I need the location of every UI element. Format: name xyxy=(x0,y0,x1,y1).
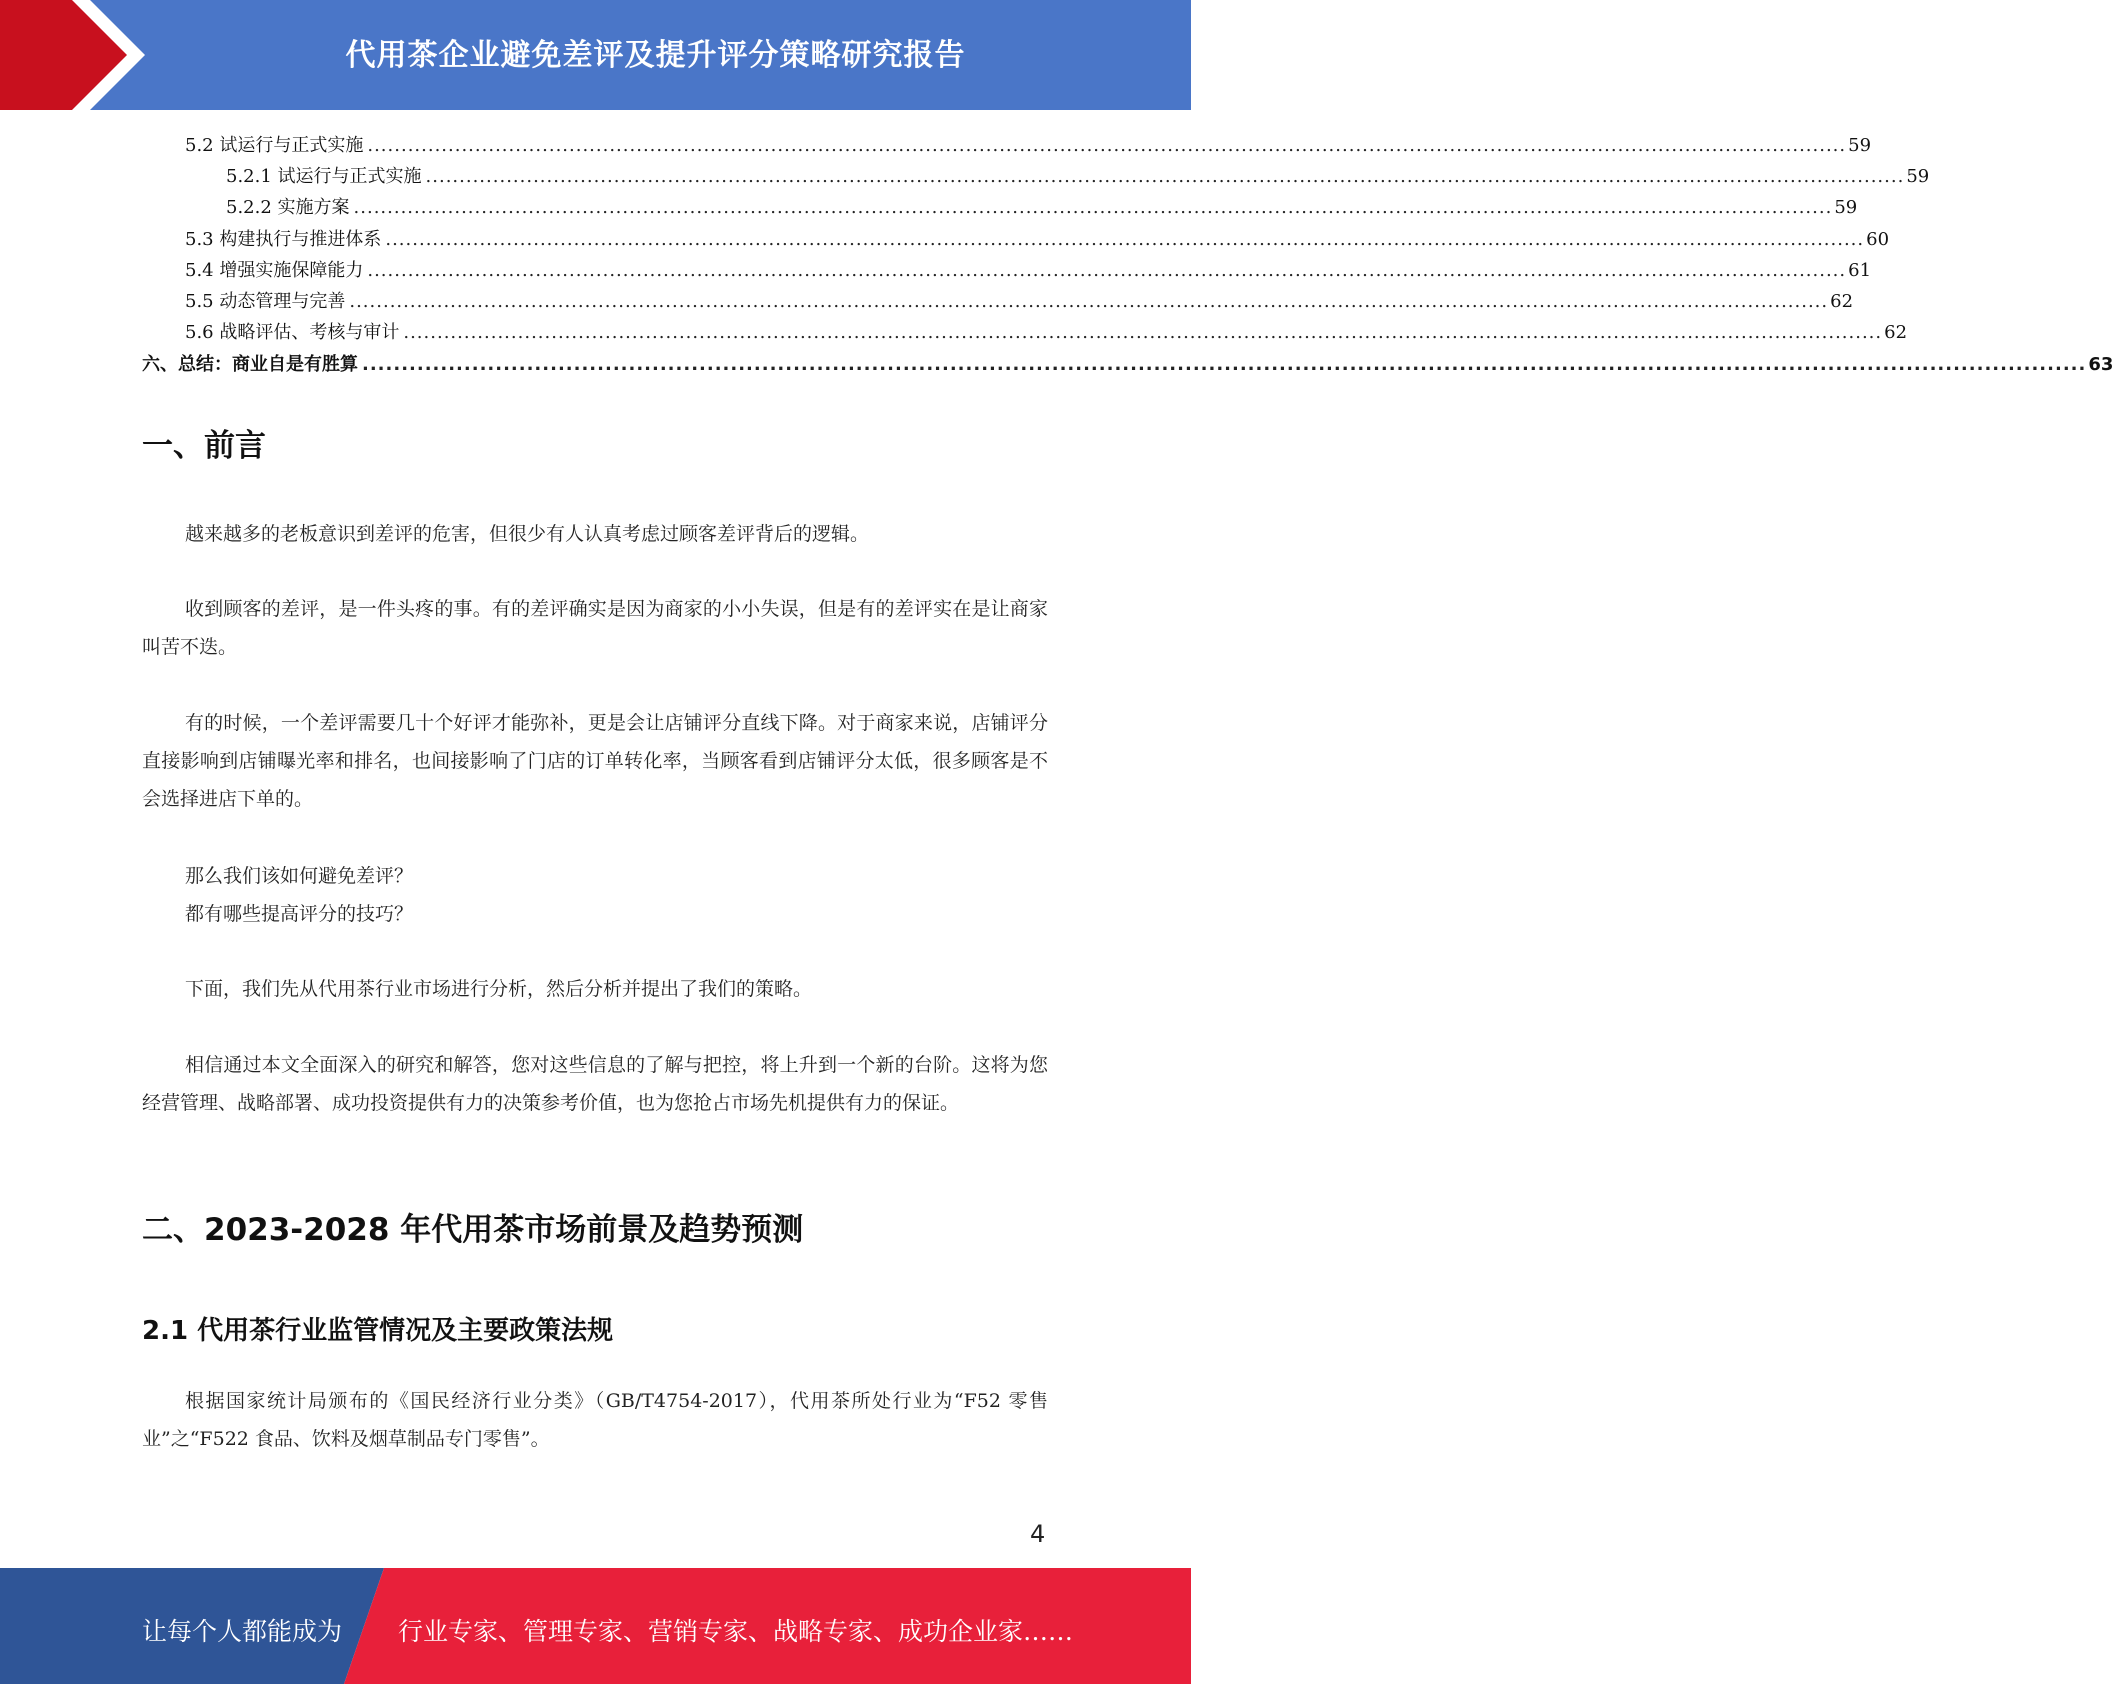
toc-leader-dots: ............................................................................................................................................................................................................................ xyxy=(367,259,1847,281)
toc-entry-label: 5.6 战略评估、考核与审计 xyxy=(185,324,403,342)
toc-entry-label: 5.5 动态管理与完善 xyxy=(185,293,349,311)
header-title: 代用茶企业避免差评及提升评分策略研究报告 xyxy=(345,38,966,73)
section-heading-market-outlook: 二、2023-2028 年代用茶市场前景及趋势预测 xyxy=(142,1212,804,1248)
toc-entry[interactable] xyxy=(142,349,2113,380)
toc-entry-page: 59 xyxy=(1834,197,1858,219)
toc-entry-label: 5.2.2 实施方案 xyxy=(226,199,354,217)
toc-entry[interactable] xyxy=(142,318,1908,349)
toc-entry-page: 61 xyxy=(1848,259,1872,281)
toc-entry-label: 六、总结：商业自是有胜算 xyxy=(142,356,362,374)
subsection-heading: 2.1 代用茶行业监管情况及主要政策法规 xyxy=(142,1316,614,1346)
question-line: 都有哪些提高评分的技巧？ xyxy=(185,903,414,925)
toc-leader-dots: ............................................................................................................................................................................................................................ xyxy=(403,322,1883,344)
paragraph: 下面，我们先从代用茶行业市场进行分析，然后分析并提出了我们的策略。 xyxy=(185,978,813,1000)
header-chevron-decoration xyxy=(0,0,150,110)
toc-entry[interactable] xyxy=(142,161,1930,192)
toc-leader-dots: ............................................................................................................................................................................................................................ xyxy=(385,228,1865,250)
question-line: 那么我们该如何避免差评？ xyxy=(185,865,414,887)
toc-entry-page: 62 xyxy=(1884,322,1908,344)
toc-leader-dots: ............................................................................................................................................................................................................................ xyxy=(367,134,1847,156)
toc-entry-page: 59 xyxy=(1848,134,1872,156)
page-number: 4 xyxy=(1030,1520,1046,1548)
toc-entry-label: 5.2 试运行与正式实施 xyxy=(185,137,367,155)
page-header xyxy=(0,0,1191,110)
toc-entry[interactable] xyxy=(142,224,1890,255)
toc-entry-page: 63 xyxy=(2088,353,2113,375)
toc-entry-label: 5.2.1 试运行与正式实施 xyxy=(226,168,426,186)
toc-entry[interactable] xyxy=(142,130,1872,161)
toc-entry-page: 59 xyxy=(1906,165,1930,187)
toc-entry-page: 62 xyxy=(1830,291,1854,313)
toc-leader-dots: ............................................................................................................................................................................................................................ xyxy=(362,353,2087,375)
toc-entry-label: 5.3 构建执行与推进体系 xyxy=(185,231,385,249)
paragraph: 收到顾客的差评，是一件头疼的事。有的差评确实是因为商家的小小失误，但是有的差评实在是让商家叫苦不迭。 xyxy=(142,598,1048,658)
toc-entry[interactable] xyxy=(142,193,1858,224)
section-heading-preface: 一、前言 xyxy=(142,428,266,464)
page-footer xyxy=(0,1568,1191,1684)
toc-entry-page: 60 xyxy=(1866,228,1890,250)
toc-entry[interactable] xyxy=(142,255,1872,286)
toc-leader-dots: ............................................................................................................................................................................................................................ xyxy=(353,197,1833,219)
paragraph: 根据国家统计局颁布的《国民经济行业分类》（GB/T4754-2017），代用茶所处行业为“F52 零售业”之“F522 食品、饮料及烟草制品专门零售”。 xyxy=(142,1390,1048,1450)
paragraph: 相信通过本文全面深入的研究和解答，您对这些信息的了解与把控，将上升到一个新的台阶。这将为您经营管理、战略部署、成功投资提供有力的决策参考价值，也为您抢占市场先机提供有力的保证。 xyxy=(142,1054,1048,1114)
table-of-contents xyxy=(142,130,2113,380)
toc-leader-dots: ............................................................................................................................................................................................................................ xyxy=(425,165,1905,187)
toc-entry[interactable] xyxy=(142,286,1854,317)
paragraph: 越来越多的老板意识到差评的危害，但很少有人认真考虑过顾客差评背后的逻辑。 xyxy=(185,523,870,545)
paragraph: 有的时候，一个差评需要几十个好评才能弥补，更是会让店铺评分直线下降。对于商家来说，店铺评分直接影响到店铺曝光率和排名，也间接影响了门店的订单转化率，当顾客看到店铺评分太低，很多顾客是不会选择进店下单的。 xyxy=(142,712,1048,810)
footer-slogan-left: 让每个人都能成为 xyxy=(142,1617,343,1646)
footer-slogan-right: 行业专家、管理专家、营销专家、战略专家、成功企业家…… xyxy=(398,1617,1074,1646)
toc-leader-dots: ............................................................................................................................................................................................................................ xyxy=(349,291,1829,313)
toc-entry-label: 5.4 增强实施保障能力 xyxy=(185,262,367,280)
